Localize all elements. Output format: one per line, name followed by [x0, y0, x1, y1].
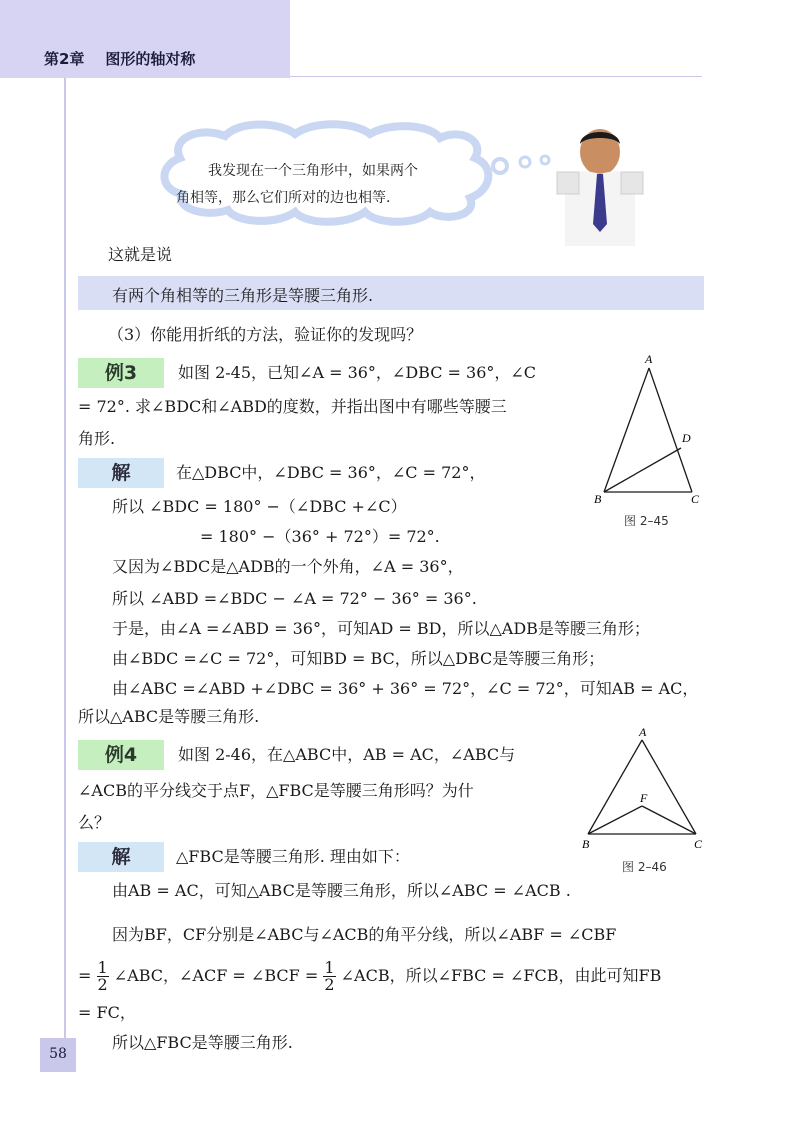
solution-3-line2: 所以 ∠BDC = 180° −（∠DBC +∠C） — [112, 497, 407, 516]
question-3: （3）你能用折纸的方法，验证你的发现吗？ — [108, 325, 423, 344]
cloud-text-line1: 我发现在一个三角形中，如果两个 — [208, 163, 418, 179]
solution-3-line5: 所以 ∠ABD =∠BDC − ∠A = 72° − 36° = 36°. — [112, 589, 477, 608]
intro-text: 这就是说 — [108, 245, 173, 264]
theorem-text: 有两个角相等的三角形是等腰三角形. — [112, 286, 374, 305]
fraction-one-half-1: $\frac{1}{2}$ — [97, 958, 108, 994]
solution-3-line8: 由∠ABC =∠ABD +∠DBC = 36° + 36° = 72°，∠C = 72°，可知AB = AC， — [112, 679, 699, 698]
point-f-label: F — [640, 791, 648, 805]
point-d-label: D — [682, 431, 691, 445]
example-3-line2: = 72°. 求∠BDC和∠ABD的度数，并指出图中有哪些等腰三 — [78, 397, 507, 416]
example-4-line2: ∠ACB的平分线交于点F，△FBC是等腰三角形吗？为什 — [78, 781, 474, 800]
point-c-label: C — [694, 837, 703, 851]
chapter-title: 第2章 图形的轴对称 — [44, 50, 196, 68]
student-illustration — [555, 124, 645, 246]
solution-3-line6: 于是，由∠A =∠ABD = 36°，可知AD = BD，所以△ADB是等腰三角形； — [112, 619, 650, 638]
point-c-label: C — [691, 492, 700, 506]
solution-3-line3: = 180° −（36° + 72°）= 72°. — [200, 527, 440, 546]
segment-ab — [604, 368, 649, 492]
solution-3-label: 解 — [78, 458, 164, 488]
solution-4-line4 — [78, 958, 661, 994]
line4-middle: ∠ABC，∠ACF = ∠BCF = — [113, 966, 319, 985]
solution-3-line9: 所以△ABC是等腰三角形. — [78, 707, 260, 726]
figure-2-45 — [586, 350, 716, 530]
solution-4-line6: 所以△FBC是等腰三角形. — [112, 1033, 293, 1052]
solution-3-line4: 又因为∠BDC是△ADB的一个外角，∠A = 36°， — [112, 557, 464, 576]
figure-2-46 — [576, 724, 716, 854]
solution-3-line1: 在△DBC中，∠DBC = 36°，∠C = 72°， — [176, 463, 486, 482]
segment-bd — [604, 448, 681, 492]
solution-4-label: 解 — [78, 842, 164, 872]
equals-sign: = — [78, 966, 92, 985]
point-a-label: A — [645, 352, 653, 366]
segment-ac — [649, 368, 692, 492]
example-3-line3: 角形. — [78, 429, 116, 448]
point-b-label: B — [582, 837, 590, 851]
figure-2-46-caption: 图 2–46 — [622, 860, 667, 874]
top-rule — [290, 76, 702, 77]
example-3-line1: 如图 2-45，已知∠A = 36°，∠DBC = 36°，∠C — [178, 363, 537, 382]
example-4-line1: 如图 2-46，在△ABC中，AB = AC，∠ABC与 — [178, 745, 516, 764]
example-4-label: 例4 — [78, 740, 164, 770]
solution-4-line1: △FBC是等腰三角形. 理由如下： — [176, 847, 410, 866]
example-3-label: 例3 — [78, 358, 164, 388]
solution-4-line5: = FC， — [78, 1003, 136, 1022]
example-4-line3: 么？ — [78, 813, 111, 832]
figure-2-45-caption: 图 2–45 — [624, 514, 669, 528]
fraction-one-half-2: $\frac{1}{2}$ — [324, 958, 335, 994]
point-b-label: B — [594, 492, 602, 506]
point-a-label: A — [639, 725, 647, 739]
line4-end: ∠ACB，所以∠FBC = ∠FCB，由此可知FB — [340, 966, 662, 985]
page-number: 58 — [49, 1046, 67, 1062]
solution-4-line2: 由AB = AC，可知△ABC是等腰三角形，所以∠ABC = ∠ACB . — [112, 881, 571, 900]
solution-3-line7: 由∠BDC =∠C = 72°，可知BD = BC，所以△DBC是等腰三角形； — [112, 649, 605, 668]
cloud-text-line2: 角相等，那么它们所对的边也相等. — [176, 190, 391, 206]
solution-4-line3: 因为BF，CF分别是∠ABC与∠ACB的角平分线，所以∠ABF = ∠CBF — [112, 925, 617, 944]
left-margin-rule — [64, 78, 66, 1038]
